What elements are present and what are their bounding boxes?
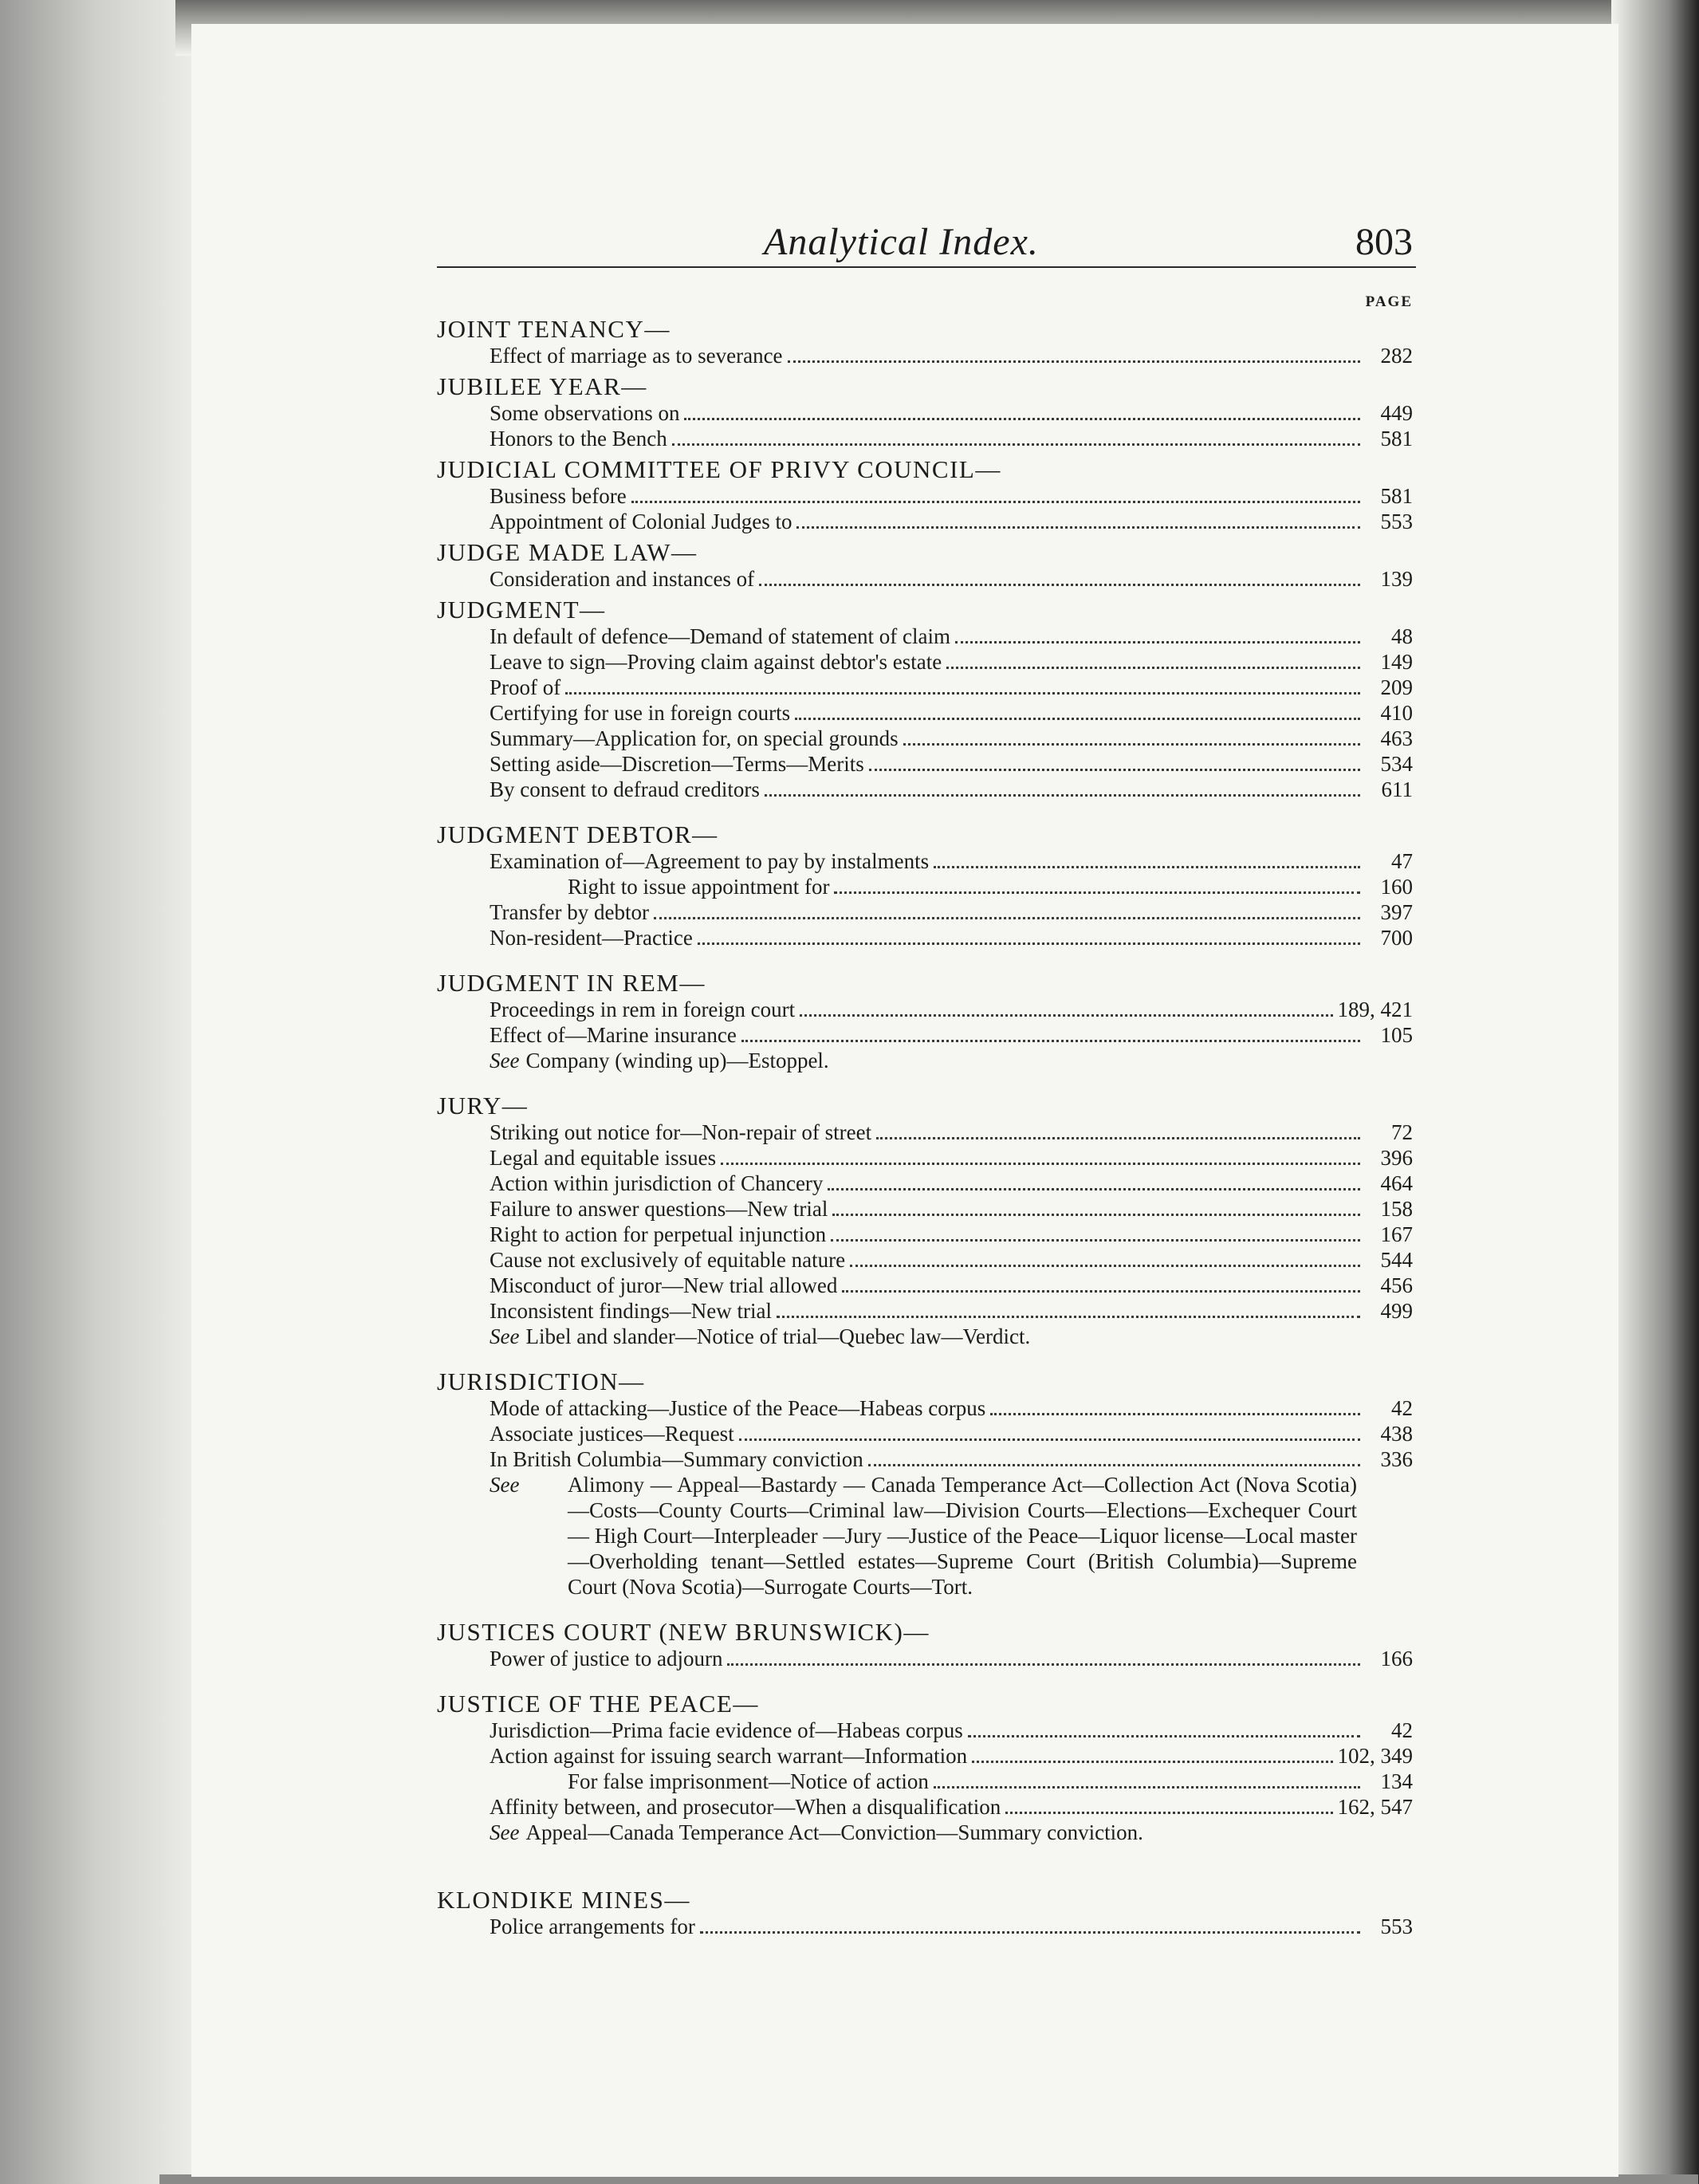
index-entry (437, 400, 1416, 426)
dot-leader (972, 1761, 1332, 1763)
entry-page-number: 499 (1380, 1299, 1413, 1323)
section-heading: JUDICIAL COMMITTEE OF PRIVY COUNCIL— (437, 455, 1001, 483)
section-heading: JUBILEE YEAR— (437, 372, 647, 400)
entry-page-number: 167 (1380, 1222, 1413, 1246)
dot-leader (700, 1931, 1360, 1934)
header-title: Analytical Index. (764, 221, 1039, 263)
dot-leader (868, 1464, 1360, 1466)
entry-text: In default of defence—Demand of statement of claim (490, 624, 951, 648)
index-entry (437, 848, 1416, 874)
entry-page-number: 134 (1380, 1769, 1413, 1793)
entry-text: Action against for issuing search warrant—Information (490, 1744, 968, 1768)
index-entry (437, 1222, 1416, 1247)
index-entry (437, 1298, 1416, 1324)
dot-leader (876, 1137, 1360, 1139)
dot-leader (842, 1290, 1360, 1293)
entry-text: Summary—Application for, on special grounds (490, 726, 899, 750)
index-entry (437, 1120, 1416, 1145)
entry-text: By consent to defraud creditors (490, 777, 760, 801)
entry-page-number: 581 (1380, 484, 1413, 508)
dot-leader (672, 443, 1360, 446)
index-section (437, 456, 1416, 534)
dot-leader (831, 1239, 1360, 1242)
index-entry (437, 675, 1416, 700)
dot-leader (832, 1214, 1360, 1216)
dot-leader (1005, 1812, 1332, 1814)
entry-page-number: 553 (1380, 1914, 1413, 1938)
dot-leader (828, 1188, 1360, 1190)
entry-page-number: 397 (1380, 900, 1413, 924)
index-section (437, 1619, 1416, 1671)
entry-page-number: 611 (1381, 777, 1413, 801)
entry-text: Mode of attacking—Justice of the Peace—Habeas corpus (490, 1396, 986, 1420)
index-section (437, 1368, 1416, 1600)
index-entry (437, 997, 1416, 1022)
dot-leader (869, 769, 1360, 771)
entry-text: Associate justices—Request (490, 1422, 734, 1446)
index-content (437, 215, 1416, 1939)
entry-page-number: 139 (1380, 567, 1413, 591)
index-entry (437, 1718, 1416, 1743)
entry-page-number: 189, 421 (1337, 998, 1413, 1021)
dot-leader (631, 501, 1360, 503)
see-reference-block (437, 1472, 1416, 1600)
entry-text: For false imprisonment—Notice of action (568, 1769, 929, 1793)
entry-page-number: 534 (1380, 752, 1413, 776)
index-entry (437, 624, 1416, 649)
entry-text: Proof of (490, 675, 561, 699)
entry-page-number: 464 (1380, 1171, 1413, 1195)
dot-leader (759, 584, 1360, 586)
entry-text: In British Columbia—Summary conviction (490, 1447, 863, 1471)
index-section (437, 821, 1416, 950)
entry-page-number: 544 (1380, 1248, 1413, 1272)
index-entry (437, 649, 1416, 675)
index-entry (437, 1022, 1416, 1048)
scan-edge-right (1611, 0, 1699, 2184)
see-reference (437, 1048, 1416, 1073)
section-heading: KLONDIKE MINES— (437, 1886, 690, 1914)
index-entry (437, 1145, 1416, 1171)
entry-page-number: 581 (1380, 427, 1413, 451)
index-entry (437, 1646, 1416, 1671)
entry-text: Police arrangements for (490, 1914, 695, 1938)
index-section (437, 539, 1416, 592)
index-entry (437, 1247, 1416, 1273)
dot-leader (654, 917, 1360, 919)
index-entry (437, 1273, 1416, 1298)
entry-page-number: 553 (1380, 510, 1413, 533)
index-entry (437, 1914, 1416, 1939)
index-section (437, 596, 1416, 802)
entry-text: Proceedings in rem in foreign court (490, 998, 796, 1021)
index-entry (437, 751, 1416, 777)
entry-page-number: 336 (1380, 1447, 1413, 1471)
entry-text: Cause not exclusively of equitable nature (490, 1248, 846, 1272)
section-heading: JUDGMENT— (437, 596, 606, 624)
entry-text: Right to issue appointment for (568, 875, 830, 899)
dot-leader (698, 942, 1360, 945)
section-heading: JURISDICTION— (437, 1367, 645, 1395)
section-heading: JUDGE MADE LAW— (437, 538, 698, 566)
entry-page-number: 158 (1380, 1197, 1413, 1221)
index-entry (437, 700, 1416, 726)
section-heading: JURY— (437, 1092, 529, 1120)
section-heading: JUSTICES COURT (NEW BRUNSWICK)— (437, 1618, 930, 1646)
dot-leader (934, 866, 1360, 868)
see-reference (437, 1324, 1416, 1349)
index-entry (437, 1743, 1416, 1769)
entry-page-number: 48 (1391, 624, 1413, 648)
entry-text: Setting aside—Discretion—Terms—Merits (490, 752, 864, 776)
entry-page-number: 410 (1380, 701, 1413, 725)
index-entry (437, 1196, 1416, 1222)
dot-leader (565, 692, 1360, 695)
entry-page-number: 166 (1380, 1647, 1413, 1670)
dot-leader (788, 360, 1360, 363)
index-entry (437, 1395, 1416, 1421)
index-entry (437, 1794, 1416, 1820)
index-entry (437, 777, 1416, 802)
entry-text: Inconsistent findings—New trial (490, 1299, 772, 1323)
entry-page-number: 160 (1380, 875, 1413, 899)
index-entry (437, 483, 1416, 509)
entry-page-number: 162, 547 (1337, 1795, 1413, 1819)
dot-leader (765, 794, 1360, 797)
see-reference (437, 1820, 1416, 1845)
see-label: See (490, 1820, 520, 1844)
dot-leader (739, 1438, 1360, 1441)
index-entry (437, 726, 1416, 751)
entry-page-number: 209 (1380, 675, 1413, 699)
entry-text: Right to action for perpetual injunction (490, 1222, 827, 1246)
section-heading: JOINT TENANCY— (437, 315, 671, 343)
running-header (437, 215, 1416, 268)
entry-page-number: 438 (1380, 1422, 1413, 1446)
index-entry (437, 1769, 1416, 1794)
see-text: Appeal—Canada Temperance Act—Conviction—Summary conviction. (525, 1820, 1143, 1844)
dot-leader (850, 1265, 1360, 1267)
entry-text: Some observations on (490, 401, 680, 425)
entry-text: Striking out notice for—Non-repair of street (490, 1120, 872, 1144)
scan-edge-left (0, 0, 215, 2184)
entry-page-number: 102, 349 (1337, 1744, 1413, 1768)
dot-leader (741, 1040, 1360, 1042)
dot-leader (968, 1735, 1360, 1737)
entry-text: Consideration and instances of (490, 567, 755, 591)
dot-leader (684, 418, 1360, 420)
section-heading: JUDGMENT IN REM— (437, 969, 706, 997)
see-text: Company (winding up)—Estoppel. (525, 1049, 829, 1072)
index-entry (437, 1421, 1416, 1446)
dot-leader (955, 641, 1360, 643)
index-entry (437, 343, 1416, 368)
entry-text: Appointment of Colonial Judges to (490, 510, 792, 533)
entry-text: Effect of—Marine insurance (490, 1023, 737, 1047)
dot-leader (903, 743, 1360, 746)
dot-leader (800, 1014, 1332, 1017)
entry-page-number: 449 (1380, 401, 1413, 425)
dot-leader (727, 1663, 1360, 1666)
index-section (437, 1690, 1416, 1845)
entry-text: Affinity between, and prosecutor—When a disqualification (490, 1795, 1001, 1819)
entry-page-number: 463 (1380, 726, 1413, 750)
page-column-label: PAGE (1365, 293, 1413, 310)
dot-leader (834, 891, 1360, 894)
index-entry (437, 509, 1416, 534)
dot-leader (934, 1786, 1360, 1789)
dot-leader (777, 1316, 1360, 1318)
entry-page-number: 47 (1391, 849, 1413, 873)
entry-text: Action within jurisdiction of Chancery (490, 1171, 824, 1195)
index-entry (437, 566, 1416, 592)
see-text: Libel and slander—Notice of trial—Quebec law—Verdict. (525, 1324, 1031, 1348)
header-page-number: 803 (1355, 221, 1413, 263)
dot-leader (990, 1413, 1360, 1415)
entry-page-number: 282 (1380, 344, 1413, 368)
entry-text: Non-resident—Practice (490, 926, 693, 950)
entry-text: Leave to sign—Proving claim against debtor's estate (490, 650, 942, 674)
index-entry (437, 899, 1416, 925)
dot-leader (946, 667, 1360, 669)
entry-page-number: 396 (1380, 1146, 1413, 1170)
section-heading: JUSTICE OF THE PEACE— (437, 1690, 759, 1718)
see-label: See (490, 1324, 520, 1348)
entry-text: Jurisdiction—Prima facie evidence of—Habeas corpus (490, 1718, 963, 1742)
entry-text: Power of justice to adjourn (490, 1647, 723, 1670)
see-label: See (490, 1473, 520, 1497)
entry-text: Honors to the Bench (490, 427, 667, 451)
entry-text: Legal and equitable issues (490, 1146, 717, 1170)
entry-page-number: 42 (1391, 1396, 1413, 1420)
index-entry (437, 874, 1416, 899)
index-section (437, 316, 1416, 368)
index-section (437, 373, 1416, 451)
index-entry (437, 426, 1416, 451)
entry-page-number: 456 (1380, 1273, 1413, 1297)
index-sections (437, 316, 1416, 1939)
see-label: See (490, 1049, 520, 1072)
dot-leader (795, 718, 1360, 720)
entry-page-number: 105 (1380, 1023, 1413, 1047)
index-entry (437, 1446, 1416, 1472)
entry-text: Failure to answer questions—New trial (490, 1197, 828, 1221)
entry-text: Examination of—Agreement to pay by instalments (490, 849, 930, 873)
index-section (437, 1887, 1416, 1939)
entry-page-number: 700 (1380, 926, 1413, 950)
dot-leader (721, 1163, 1360, 1165)
index-entry (437, 1171, 1416, 1196)
entry-text: Business before (490, 484, 627, 508)
index-entry (437, 925, 1416, 950)
entry-text: Certifying for use in foreign courts (490, 701, 791, 725)
see-text: Alimony — Appeal—Bastardy — Canada Temperance Act—Collection Act (Nova Scotia)—Costs—County Courts—Criminal law—Division Courts—Elections—Exchequer Court — High Court—Interpleader —Jury —Justice of the Peace—Liquor license—Local master—Overholding tenant—Settled estates—Supreme Court (British Columbia)—Supreme Court (Nova Scotia)—Surrogate Courts—Tort. (568, 1473, 1357, 1599)
dot-leader (796, 526, 1360, 529)
entry-text: Transfer by debtor (490, 900, 649, 924)
entry-text: Misconduct of juror—New trial allowed (490, 1273, 838, 1297)
section-heading: JUDGMENT DEBTOR— (437, 820, 718, 848)
index-section (437, 970, 1416, 1073)
entry-text: Effect of marriage as to severance (490, 344, 783, 368)
entry-page-number: 42 (1391, 1718, 1413, 1742)
index-section (437, 1092, 1416, 1349)
entry-page-number: 149 (1380, 650, 1413, 674)
entry-page-number: 72 (1391, 1120, 1413, 1144)
